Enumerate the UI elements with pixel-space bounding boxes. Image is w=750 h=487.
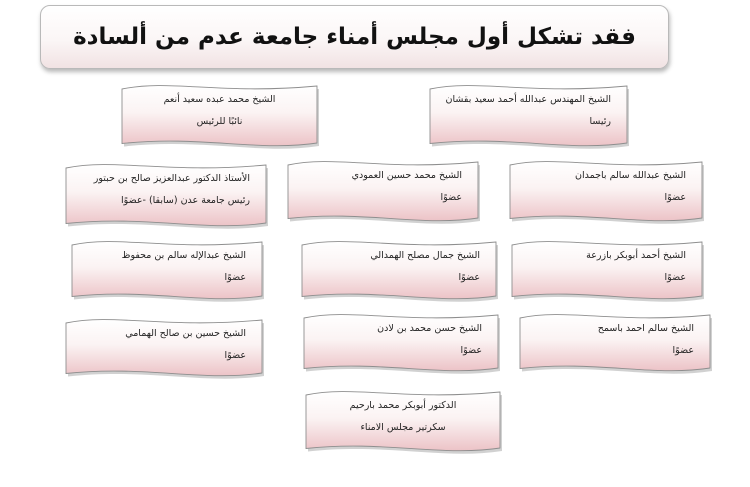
member-role: عضوًا <box>664 272 686 283</box>
member-role: رئيسا <box>589 116 611 127</box>
member-name: الشيخ عبدالإله سالم بن محفوظ <box>121 250 246 261</box>
member-role: رئيس جامعة عدن (سابقا) -عضوًا <box>121 195 250 206</box>
member-card <box>304 313 498 370</box>
member-role: عضوًا <box>458 272 480 283</box>
member-card <box>510 160 702 220</box>
member-role: نائبًا للرئيس <box>196 116 243 127</box>
member-name: الشيخ حسن محمد بن لادن <box>377 323 482 334</box>
member-role: عضوًا <box>672 345 694 356</box>
member-card <box>302 240 496 298</box>
member-name: الشيخ محمد حسين العمودي <box>351 170 462 181</box>
member-name: الأستاذ الدكتور عبدالعزيز صالح بن حبتور <box>93 173 250 184</box>
member-name: الشيخ حسين بن صالح الهمامي <box>125 328 246 339</box>
member-card <box>430 84 627 145</box>
member-name: الشيخ محمد عبده سعيد أنعم <box>163 94 276 105</box>
title-box <box>40 5 669 69</box>
member-card <box>66 318 262 375</box>
member-name: الشيخ أحمد أبوبكر بازرعة <box>586 250 686 261</box>
member-name: الدكتور أبوبكر محمد بارحيم <box>349 400 457 411</box>
member-role: عضوًا <box>440 192 462 203</box>
member-card <box>72 240 262 298</box>
page-title: فقد تشكل أول مجلس أمناء جامعة عدم من ألسادة <box>73 24 636 50</box>
member-name: الشيخ جمال مصلح الهمدالي <box>370 250 480 261</box>
member-card <box>306 390 500 450</box>
member-card <box>288 160 478 220</box>
member-card <box>520 313 710 370</box>
member-role: عضوًا <box>460 345 482 356</box>
member-role: عضوًا <box>664 192 686 203</box>
member-role: سكرتير مجلس الامناء <box>360 422 446 433</box>
member-role: عضوًا <box>224 350 246 361</box>
member-name: الشيخ سالم احمد باسمح <box>597 323 694 334</box>
member-name: الشيخ عبدالله سالم باجمدان <box>575 170 686 181</box>
member-role: عضوًا <box>224 272 246 283</box>
member-name: الشيخ المهندس عبدالله أحمد سعيد بقشان <box>445 94 611 105</box>
member-card <box>66 163 266 225</box>
member-card <box>512 240 702 298</box>
member-card <box>122 84 317 145</box>
